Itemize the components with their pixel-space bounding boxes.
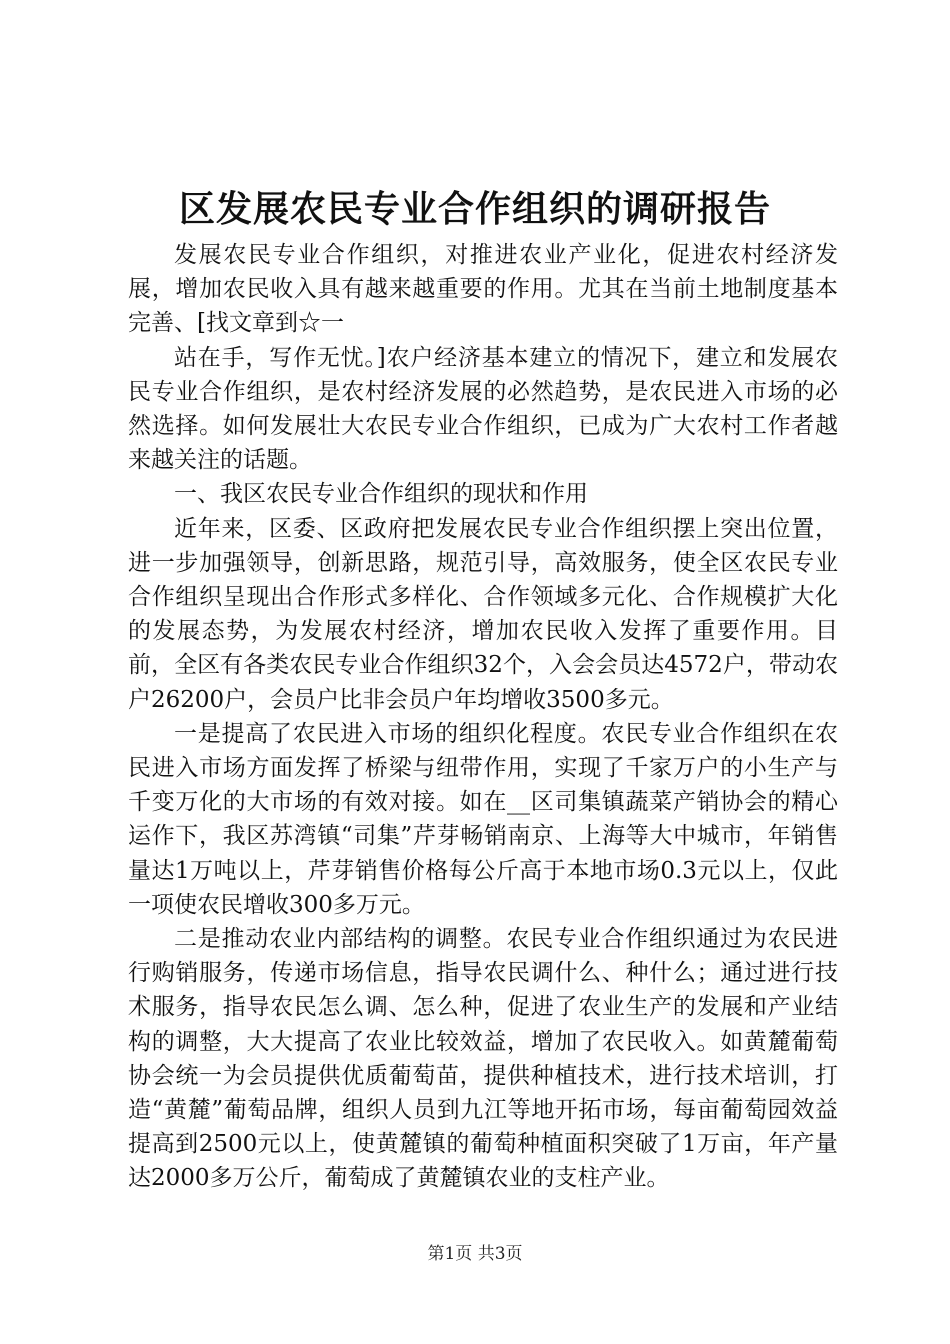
paragraph: 近年来，区委、区政府把发展农民专业合作组织摆上突出位置，进一步加强领导，创新思路，规范引导，高效服务，使全区农民专业合作组织呈现出合作形式多样化、合作领域多元化、合作规模扩大化的发展态势，为发展农村经济，增加农民收入发挥了重要作用。目前，全区有各类农民专业合作组织32个，入会会员达4572户，带动农户26200户，会员户比非会员户年均增收3500多元。 [128, 515, 838, 713]
document-title: 区发展农民专业合作组织的调研报告 [178, 188, 771, 230]
document-body [128, 238, 838, 1196]
paragraph: 发展农民专业合作组织，对推进农业产业化，促进农村经济发展，增加农民收入具有越来越重要的作用。尤其在当前土地制度基本完善、[找文章到☆一 [128, 242, 838, 337]
paragraph: 二是推动农业内部结构的调整。农民专业合作组织通过为农民进行购销服务，传递市场信息，指导农民调什么、种什么；通过进行技术服务，指导农民怎么调、怎么种，促进了农业生产的发展和产业结构的调整，大大提高了农业比较效益，增加了农民收入。如黄麓葡萄协会统一为会员提供优质葡萄苗，提供种植技术，进行技术培训，打造“黄麓”葡萄品牌，组织人员到九江等地开拓市场，每亩葡萄园效益提高到2500元以上，使黄麓镇的葡萄种植面积突破了1万亩，年产量达2000多万公斤，葡萄成了黄麓镇农业的支柱产业。 [128, 926, 838, 1192]
paragraph: 一是提高了农民进入市场的组织化程度。农民专业合作组织在农民进入市场方面发挥了桥梁与纽带作用，实现了千家万户的小生产与千变万化的大市场的有效对接。如在__区司集镇蔬菜产销协会的精心运作下，我区苏湾镇“司集”芹芽畅销南京、上海等大中城市，年销售量达1万吨以上，芹芽销售价格每公斤高于本地市场0.3元以上，仅此一项使农民增收300多万元。 [128, 720, 838, 918]
paragraph: 站在手，写作无忧。]农户经济基本建立的情况下，建立和发展农民专业合作组织，是农村经济发展的必然趋势，是农民进入市场的必然选择。如何发展壮大农民专业合作组织，已成为广大农村工作者越来越关注的话题。 [128, 344, 838, 474]
section-heading: 一、我区农民专业合作组织的现状和作用 [174, 481, 588, 508]
page-number-footer: 第1页 共3页 [427, 1244, 523, 1264]
